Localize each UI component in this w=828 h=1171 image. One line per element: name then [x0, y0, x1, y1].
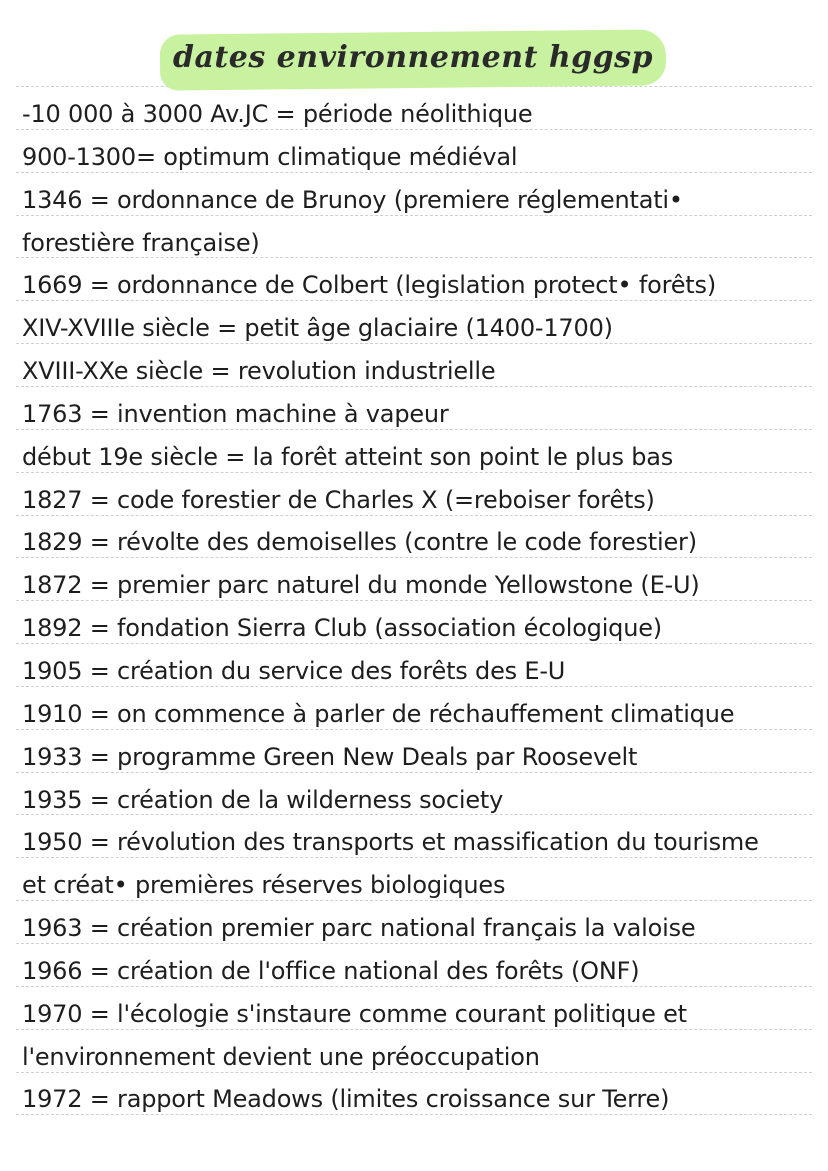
- page-title: dates environnement hggsp: [172, 40, 654, 75]
- timeline-line: et créat• premières réserves biologiques: [22, 871, 506, 900]
- timeline-list: [22, 95, 812, 1123]
- timeline-line: XIV-XVIIIe siècle = petit âge glaciaire (1400-1700): [22, 314, 613, 343]
- timeline-line: 1970 = l'écologie s'instaure comme courant politique et: [22, 999, 687, 1028]
- timeline-line: 1966 = création de l'office national des forêts (ONF): [22, 956, 640, 985]
- timeline-line: 1935 = création de la wilderness society: [22, 785, 504, 814]
- timeline-line: 1763 = invention machine à vapeur: [22, 399, 449, 428]
- timeline-line: 900-1300= optimum climatique médiéval: [22, 142, 518, 171]
- title-area: [0, 26, 828, 96]
- timeline-line: XVIII-XXe siècle = revolution industrielle: [22, 357, 496, 386]
- timeline-line: forestière française): [22, 228, 260, 257]
- timeline-line: 1829 = révolte des demoiselles (contre le code forestier): [22, 528, 697, 557]
- timeline-line: 1905 = création du service des forêts des E-U: [22, 656, 566, 685]
- timeline-line: 1972 = rapport Meadows (limites croissance sur Terre): [22, 1085, 670, 1114]
- timeline-line: 1669 = ordonnance de Colbert (legislation protect• forêts): [22, 271, 716, 300]
- timeline-line: l'environnement devient une préoccupation: [22, 1042, 540, 1071]
- timeline-line: 1892 = fondation Sierra Club (association écologique): [22, 614, 662, 643]
- timeline-line: 1346 = ordonnance de Brunoy (premiere réglementati•: [22, 185, 683, 214]
- timeline-line: 1933 = programme Green New Deals par Roosevelt: [22, 742, 638, 771]
- timeline-line: 1950 = révolution des transports et massification du tourisme: [22, 828, 759, 857]
- timeline-line: début 19e siècle = la forêt atteint son point le plus bas: [22, 442, 674, 471]
- timeline-line: 1827 = code forestier de Charles X (=reboiser forêts): [22, 485, 655, 514]
- timeline-line: 1872 = premier parc naturel du monde Yellowstone (E-U): [22, 571, 700, 600]
- timeline-line: 1910 = on commence à parler de réchauffement climatique: [22, 699, 735, 728]
- timeline-line: 1963 = création premier parc national français la valoise: [22, 914, 696, 943]
- timeline-line: -10 000 à 3000 Av.JC = période néolithique: [22, 100, 533, 128]
